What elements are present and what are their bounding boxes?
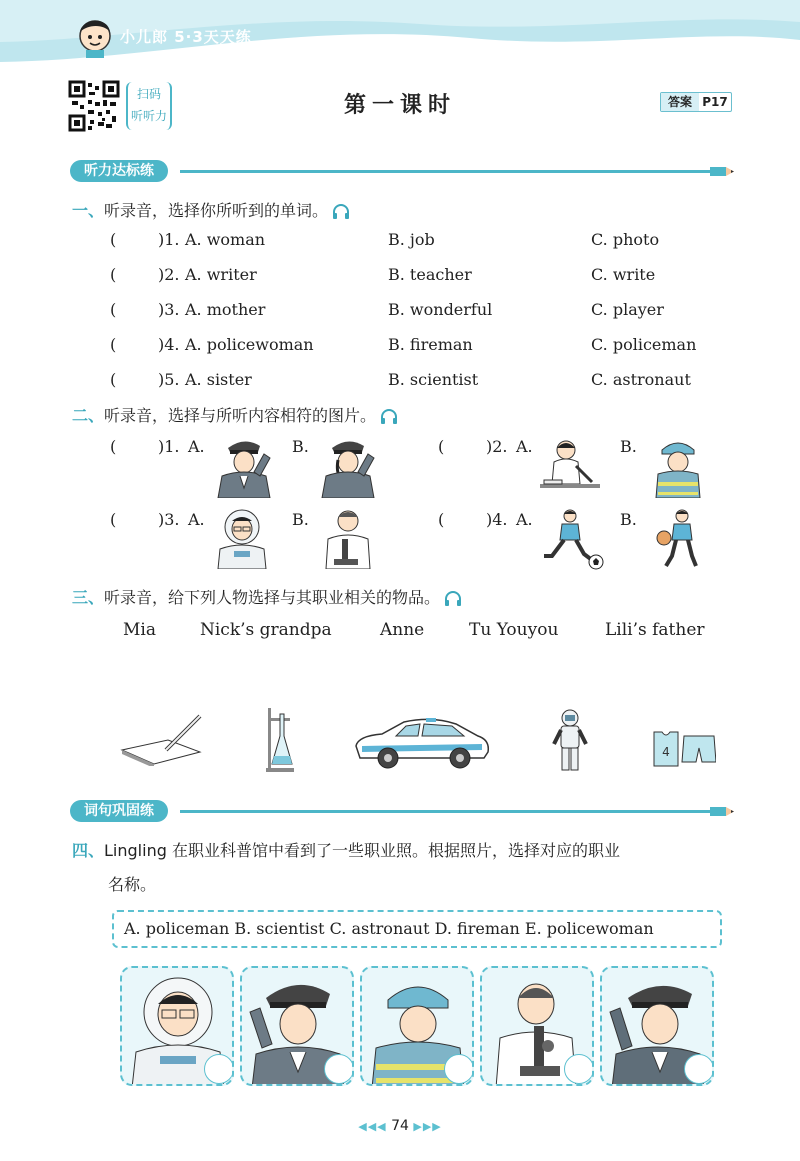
jersey-number: 4 xyxy=(662,745,670,759)
question-number: 一、 xyxy=(72,201,105,220)
section-title: 听力达标练 xyxy=(70,160,168,182)
person-label: Lili’s father xyxy=(605,620,705,640)
job-photo-3[interactable] xyxy=(360,966,474,1086)
lab-flask-icon xyxy=(262,706,296,774)
scientist-microscope-icon xyxy=(318,505,378,569)
question-3-heading xyxy=(72,585,462,608)
job-photo-1[interactable] xyxy=(120,966,234,1086)
option-b-label: B. xyxy=(620,510,637,529)
option-a: A. mother xyxy=(185,300,266,319)
item-number: )3. xyxy=(158,510,180,529)
option-a-label: A. xyxy=(188,437,205,456)
option-a-label: A. xyxy=(188,510,205,529)
job-photo-5[interactable] xyxy=(600,966,714,1086)
item-number: )2. xyxy=(158,265,180,284)
fireman-icon xyxy=(652,436,704,498)
question-number: 三、 xyxy=(72,588,105,607)
scan-label-line2: 听听力 xyxy=(130,109,167,123)
option-a-label: A. xyxy=(516,510,533,529)
answer-circle[interactable] xyxy=(564,1054,594,1084)
answer-bracket[interactable]: ( xyxy=(110,510,117,529)
astronaut-icon xyxy=(214,505,270,569)
answer-circle[interactable] xyxy=(204,1054,234,1084)
question-number: 四、 xyxy=(72,841,105,860)
item-number: )4. xyxy=(486,510,508,529)
headphones-icon[interactable] xyxy=(332,203,350,219)
question-4-heading xyxy=(72,838,620,861)
basketball-player-icon xyxy=(652,508,706,570)
page-number-value: 74 xyxy=(391,1118,409,1134)
item-number: )1. xyxy=(158,437,180,456)
person-label: Nick’s grandpa xyxy=(200,620,332,640)
option-c: C. photo xyxy=(591,230,660,249)
writer-at-desk-icon xyxy=(540,436,600,498)
item-number: )1. xyxy=(158,230,180,249)
option-b: B. wonderful xyxy=(388,300,493,319)
option-b-label: B. xyxy=(292,510,309,529)
person-label: Anne xyxy=(380,620,425,640)
question-prompt: 听录音，给下列人物选择与其职业相关的物品。 xyxy=(104,588,441,607)
item-number: )3. xyxy=(158,300,180,319)
page-number xyxy=(0,1118,800,1134)
question-2-heading xyxy=(72,403,398,426)
option-a: A. woman xyxy=(185,230,266,249)
option-a-label: A. xyxy=(516,437,533,456)
policewoman-saluting-icon xyxy=(318,432,378,498)
answer-bracket[interactable]: ( xyxy=(110,300,117,319)
option-c: C. player xyxy=(591,300,664,319)
section-banner-vocabulary xyxy=(70,800,732,822)
football-player-icon xyxy=(540,508,604,570)
job-photo-4[interactable] xyxy=(480,966,594,1086)
person-label: Tu Youyou xyxy=(469,620,559,640)
options-box: A. policeman B. scientist C. astronaut D. fireman E. policewoman xyxy=(112,910,722,948)
option-b-label: B. xyxy=(292,437,309,456)
section-banner-listening xyxy=(70,160,732,182)
option-b-label: B. xyxy=(620,437,637,456)
basketball-uniform-icon xyxy=(650,728,716,768)
item-number: )4. xyxy=(158,335,180,354)
job-photo-2[interactable] xyxy=(240,966,354,1086)
left-arrows-icon: ◀◀◀ xyxy=(358,1120,387,1133)
answer-circle[interactable] xyxy=(444,1054,474,1084)
question-1-heading xyxy=(72,198,350,221)
answer-bracket[interactable]: ( xyxy=(110,230,117,249)
person-label: Mia xyxy=(123,620,156,640)
notebook-pen-icon xyxy=(120,712,204,766)
option-b: B. scientist xyxy=(388,370,479,389)
option-a: A. policewoman xyxy=(185,335,314,354)
lesson-title: 第一课时 xyxy=(343,93,456,118)
answer-circle[interactable] xyxy=(324,1054,354,1084)
answer-bracket[interactable]: ( xyxy=(110,437,117,456)
answer-bracket[interactable]: ( xyxy=(438,510,445,529)
answer-page: P17 xyxy=(702,95,728,109)
headphones-icon[interactable] xyxy=(380,408,398,424)
option-c: C. astronaut xyxy=(591,370,691,389)
astronaut-small-icon xyxy=(552,708,588,774)
option-a: A. writer xyxy=(185,265,257,284)
pencil-icon xyxy=(710,166,734,177)
item-number: )5. xyxy=(158,370,180,389)
answer-bracket[interactable]: ( xyxy=(110,265,117,284)
option-a: A. sister xyxy=(185,370,252,389)
question-number: 二、 xyxy=(72,406,105,425)
question-prompt: 听录音，选择与所听内容相符的图片。 xyxy=(104,406,377,425)
mascot-boy-icon xyxy=(72,12,118,58)
pencil-icon xyxy=(710,806,734,817)
answer-reference[interactable] xyxy=(660,92,732,112)
section-title: 词句巩固练 xyxy=(70,800,168,822)
option-b: B. teacher xyxy=(388,265,472,284)
question-4-heading-line2: 名称。 xyxy=(108,875,157,894)
option-b: B. job xyxy=(388,230,435,249)
policeman-saluting-icon xyxy=(214,432,274,498)
answer-bracket[interactable]: ( xyxy=(110,335,117,354)
answer-circle[interactable] xyxy=(684,1054,714,1084)
answer-bracket[interactable]: ( xyxy=(438,437,445,456)
right-arrows-icon: ▶▶▶ xyxy=(413,1120,442,1133)
option-c: C. policeman xyxy=(591,335,697,354)
headphones-icon[interactable] xyxy=(444,590,462,606)
answer-label: 答案 xyxy=(661,93,699,111)
option-b: B. fireman xyxy=(388,335,473,354)
answer-bracket[interactable]: ( xyxy=(110,370,117,389)
brand-title: 小儿郎 5·3天天练 xyxy=(120,28,252,46)
question-prompt: 听录音，选择你所听到的单词。 xyxy=(104,201,329,220)
option-c: C. write xyxy=(591,265,656,284)
police-car-icon xyxy=(352,712,492,772)
scan-label-line1: 扫码 xyxy=(136,87,161,101)
question-prompt: Lingling 在职业科普馆中看到了一些职业照。根据照片，选择对应的职业 xyxy=(104,841,620,860)
item-number: )2. xyxy=(486,437,508,456)
